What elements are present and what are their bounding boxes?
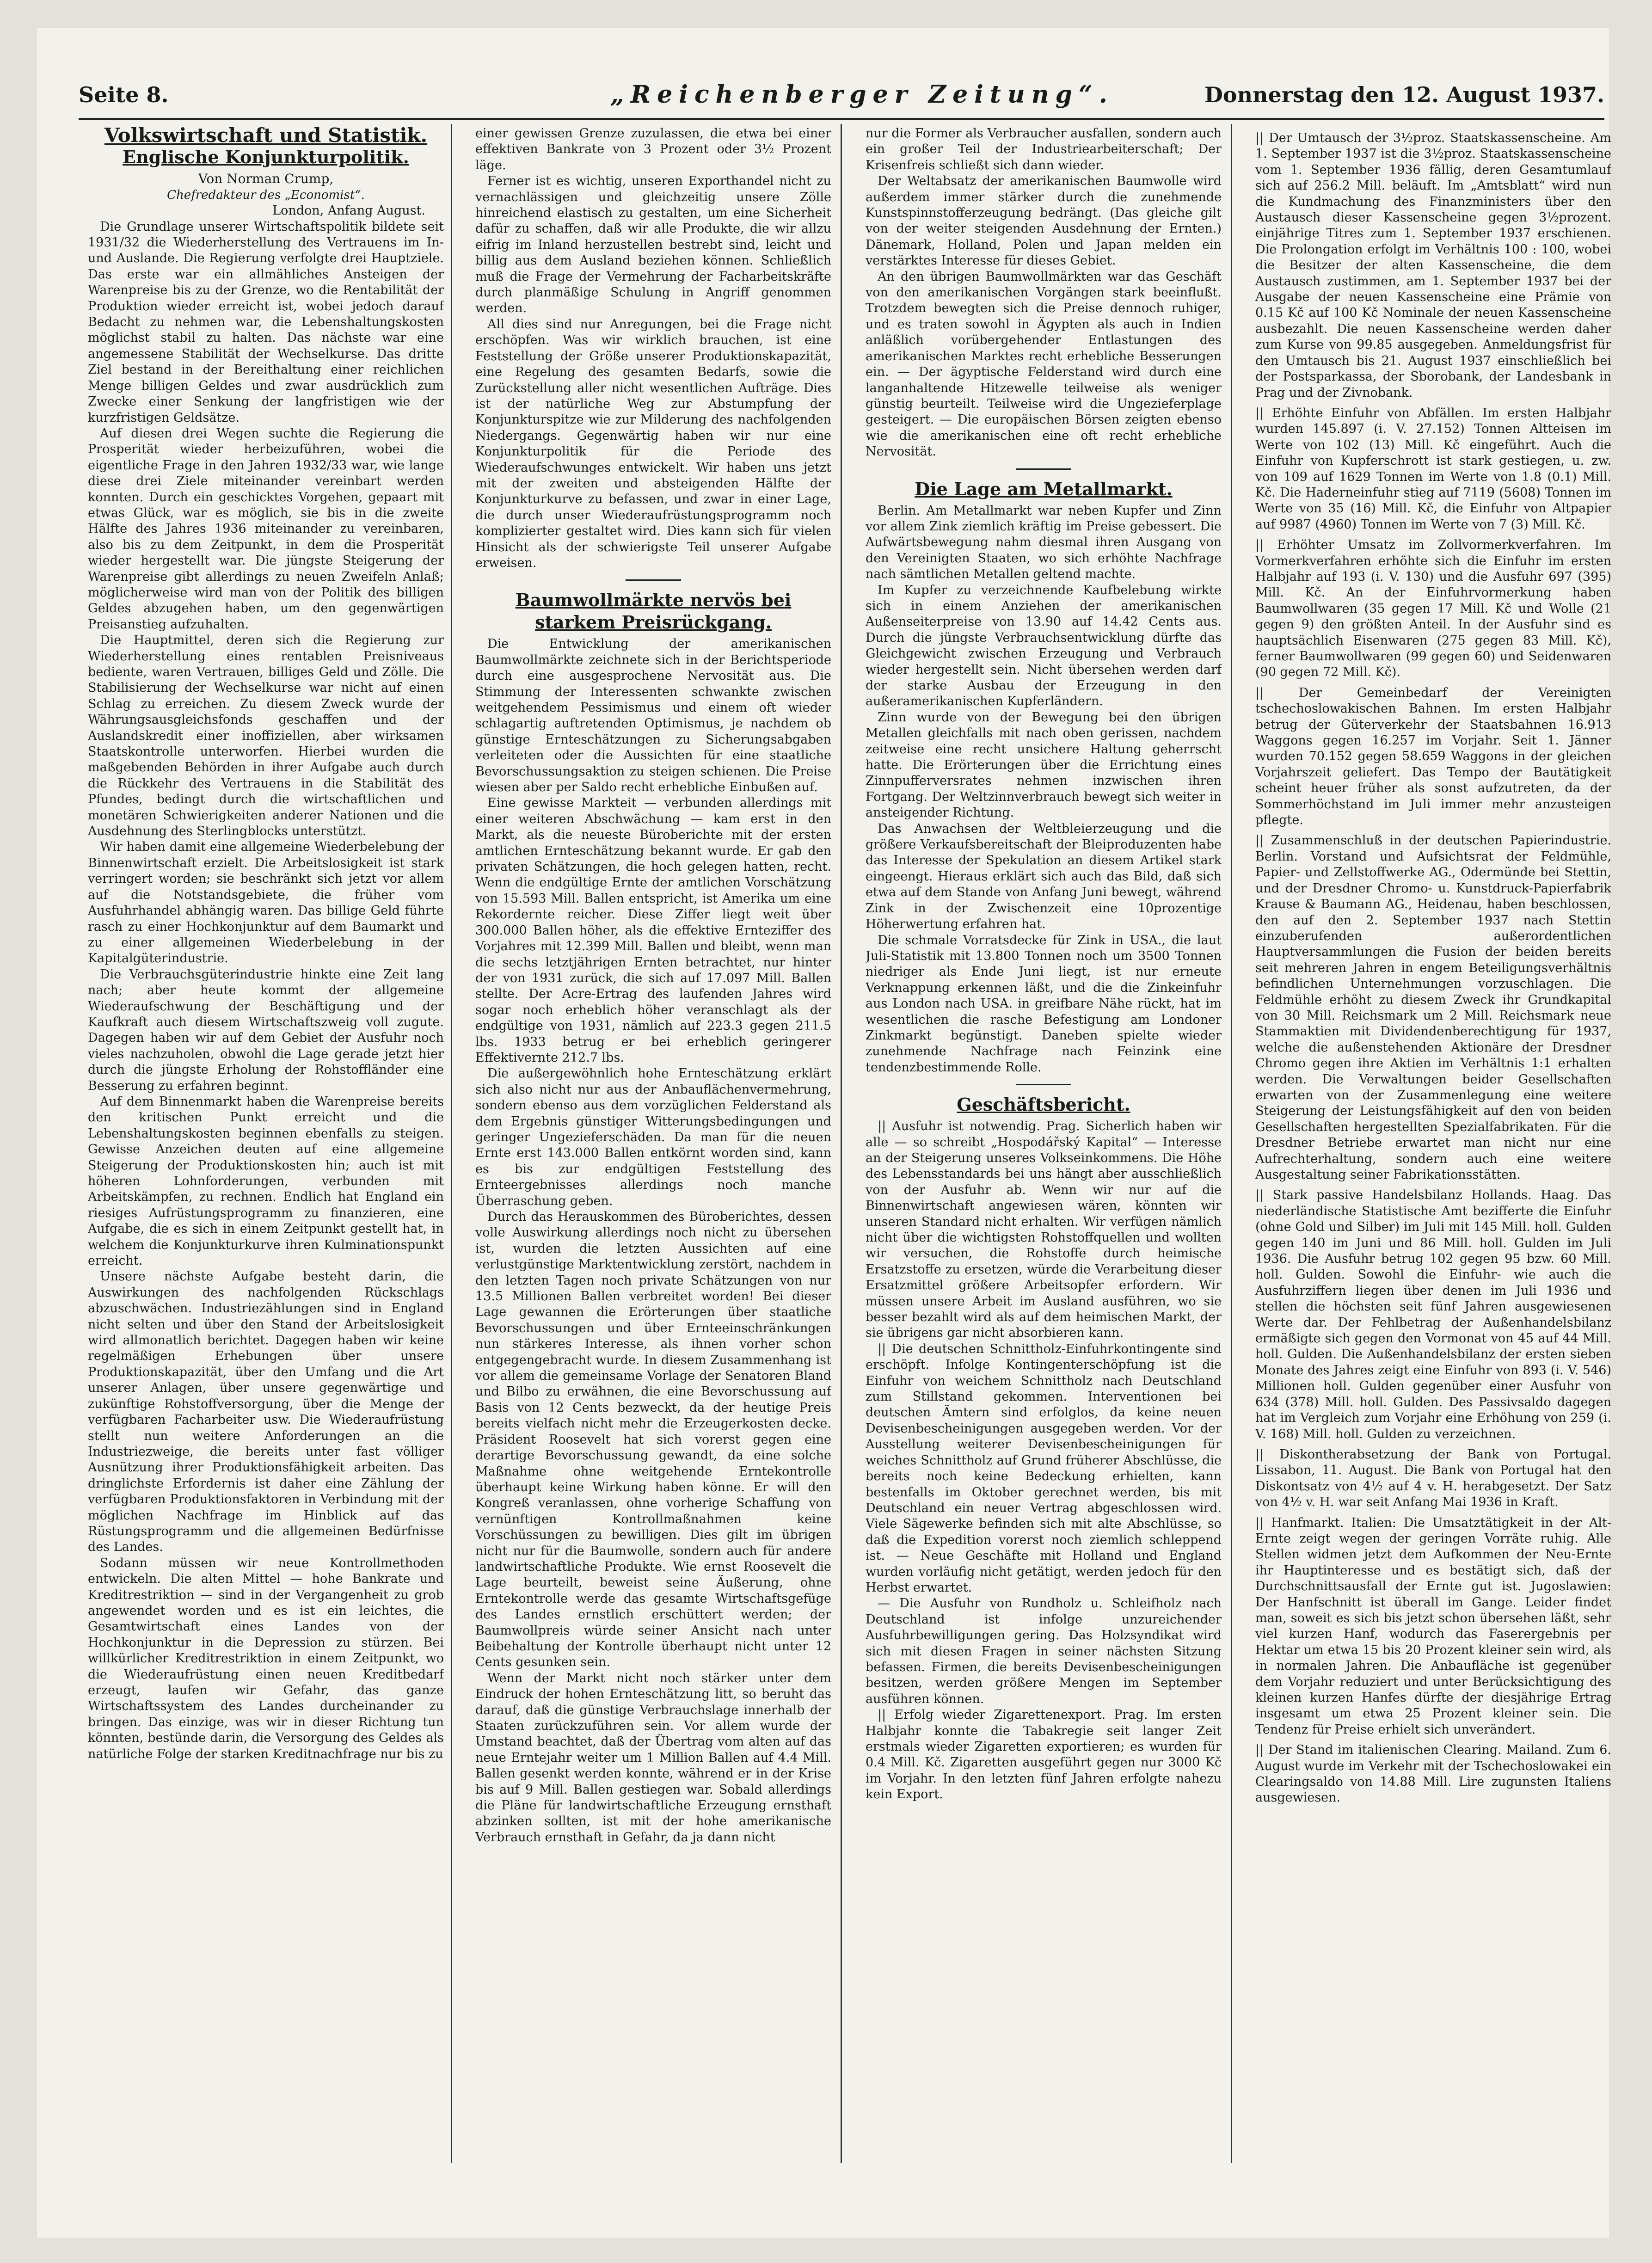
dateline: London, Anfang August.	[272, 203, 425, 218]
column-divider	[841, 124, 842, 2163]
paragraph: Auf dem Binnenmarkt haben die Warenpreise bereits den kritischen Punkt erreicht und die Lebenshaltungskosten beginnen ebenfalls zu steigen. Gewisse Anzeichen deuten auf eine allgemeine Steigerung der Produktionskosten hin; auch ist mit höheren Lohnforderungen, verbunden mit Arbeitskämpfen, zu rechnen. Endlich hat England ein riesiges Aufrüstungsprogramm zu finanzieren, eine Aufgabe, die es sich in einem Zeitpunkt gestellt hat, in welchem die Konjunkturkurve ihren Kulminationspunkt erreicht.	[88, 1094, 444, 1268]
paragraph: Unsere nächste Aufgabe besteht darin, die Auswirkungen des nachfolgenden Rückschlags abzuschwächen. Industriezählungen sind in England nicht selten und über den Stand der Arbeitslosigkeit wird allmonatlich berichtet. Dagegen haben wir keine regelmäßigen Erhebungen über unsere Produktionskapazität, über den Umfang und die Art unserer Anlagen, über unsere gegenwärtige und zukünftige Rohstoffversorgung, über die Menge der verfügbaren Facharbeiter usw. Die Wiederaufrüstung stellt nun weitere Anforderungen an die Industriezweige, die bereits unter fast völliger Ausnützung ihrer Produktionsfähigkeit arbeiten. Das dringlichste Erfordernis ist daher eine Zählung der verfügbaren Produktionsfaktoren in Verbindung mit der möglichen Nachfrage im Hinblick auf das Rüstungsprogramm und die allgemeinen Bedürfnisse des Landes.	[88, 1269, 444, 1555]
newspaper-name: „Reichenberger Zeitung“.	[610, 80, 1114, 109]
article-title: Die Lage am Metallmarkt.	[915, 478, 1173, 499]
paragraph: nur die Former als Verbraucher ausfallen, sondern auch ein großer Teil der Industriearbeiterschaft; Der Krisenfreis schließt sich dann wieder.	[866, 126, 1222, 172]
business-notice: || Zusammenschluß in der deutschen Papierindustrie. Berlin. Vorstand und Aufsichtsrat der Feldmühle, Papier- und Zellstoffwerke AG., Odermünde bei Stettin, und der Dresdner Chromo- u. Kunstdruck-Papierfabrik Krause & Baumann AG., Heidenau, haben beschlossen, den auf den 2. September 1937 nach Stettin einzuberufenden außerordentlichen Hauptversammlungen die Fusion der beiden bereits seit mehreren Jahren in engem Beteiligungsverhältnis befindlichen Unternehmungen vorzuschlagen. Die Feldmühle erhöht zu diesem Zweck ihr Grundkapital von 30 Mill. Reichsmark um 2 Mill. Reichsmark neue Stammaktien mit Dividendenberechtigung für 1937, welche die außenstehenden Aktionäre der Dresdner Chromo gegen ihre Aktien im Verhältnis 1:1 erhalten werden. Die Verwaltungen beider Gesellschaften erwarten von der Zusammenlegung eine weitere Steigerung der Leistungsfähigkeit auf den von beiden Gesellschaften hergestellten Spezialfabrikaten. Für die Dresdner Betriebe erwartet man nicht nur eine Aufrechterhaltung, sondern auch eine weitere Ausgestaltung seiner Fabrikationsstätten.	[1255, 833, 1611, 1182]
header-rule	[79, 118, 1604, 120]
issue-date: Donnerstag den 12. August 1937.	[1204, 82, 1604, 107]
paragraph: Auf diesen drei Wegen suchte die Regierung die Prosperität wieder herbeizuführen, wobei die eigentliche Frage in den Jahren 1932/33 war, wie lange diese drei Ziele miteinander vereinbart werden konnten. Durch ein geschicktes Vorgehen, gepaart mit etwas Glück, war es möglich, sie bis in die zweite Hälfte des Jahres 1936 miteinander zu vereinbaren, also bis zu dem Zeitpunkt, in dem die Prosperität wieder hergestellt war. Die jüngste Steigerung der Warenpreise gibt allerdings zu neuen Zweifeln Anlaß; möglicherweise wird man von der Politik des billigen Geldes abzugehen haben, um den gegenwärtigen Preisanstieg aufzuhalten.	[88, 426, 444, 632]
paragraph: Die Grundlage unserer Wirtschaftspolitik bildete seit 1931/32 die Wiederherstellung des Vertrauens im In- und Auslande. Die Regierung verfolgte drei Hauptziele. Das erste war ein allmähliches Ansteigen der Warenpreise bis zu der Grenze, wo die Rentabilität der Produktion wieder erreicht ist, wobei jedoch darauf Bedacht zu nehmen war, die Lebenshaltungskosten möglichst stabil zu halten. Das nächste war eine angemessene Stabilität der Wechselkurse. Das dritte Ziel bestand in der Bereithaltung einer reichlichen Menge billigen Geldes und zwar ausdrücklich zum Zwecke einer Senkung der langfristigen wie der kurzfristigen Geldsätze.	[88, 219, 444, 425]
article-title: Englische Konjunkturpolitik.	[123, 147, 409, 168]
paragraph: Durch das Herauskommen des Büroberichtes, dessen volle Auswirkung allerdings noch nicht zu übersehen ist, wurden die letzten Aussichten auf eine verlustgünstige Marktentwicklung zerstört, nachdem in den letzten Tagen noch private Schätzungen von nur 13.5 Millionen Ballen verbreitet worden! Bei dieser Lage gewannen die Erörterungen über staatliche Bevorschussungen und über Ernteeinschränkungen nun stärkeres Interesse, als ihnen vorher schon entgegengebracht wurde. In diesem Zusammenhang ist vor allem die gemeinsame Vorlage der Senatoren Bland und Bilbo zu erwähnen, die eine Bevorschussung auf Basis von 12 Cents bezweckt, da der heutige Preis bereits vielfach nicht mehr die Erzeugerkosten decke. Präsident Roosevelt hat sich vorerst gegen eine derartige Bevorschussung gewandt, da eine solche Maßnahme ohne weitgehende Erntekontrolle überhaupt keine Wirkung haben könne. Er will den Kongreß veranlassen, ohne vorherige Schaffung von vernünftigen Kontrollmaßnahmen keine Vorschüssungen zu bewilligen. Dies gilt im übrigen nicht nur für die Baumwolle, sondern auch für andere landwirtschaftliche Produkte. Wie ernst Roosevelt die Lage beurteilt, beweist seine Äußerung, ohne Erntekontrolle werde das gesamte Wirtschaftsgefüge des Landes ernstlich erschüttert werden; der Baumwollpreis würde seiner Ansicht nach unter Beibehaltung der Kontrolle überhaupt nicht unter 12 Cents gesunken sein.	[475, 1210, 831, 1670]
paragraph: Die Verbrauchsgüterindustrie hinkte eine Zeit lang nach; aber heute kommt der allgemeine Wiederaufschwung der Beschäftigung und der Kaufkraft auch diesem Wirtschaftszweig voll zugute. Dagegen haben wir auf dem Gebiet der Ausfuhr noch vieles nachzuholen, obwohl die Lage gerade jetzt hier durch die jüngste Erholung der Rohstoffländer eine Besserung zu erfahren beginnt.	[88, 967, 444, 1093]
paragraph: Das Anwachsen der Weltbleierzeugung und die größere Verkaufsbereitschaft der Bleiproduzenten habe das Interesse der Spekulation an diesem Artikel stark eingeengt. Hieraus erklärt sich auch das Bild, daß sich etwa auf dem Stande von Anfang Juni bewegt, während Zink in der Zwischenzeit eine 10prozentige Höherwertung erfahren hat.	[866, 821, 1222, 932]
paragraph: Berlin. Am Metallmarkt war neben Kupfer und Zinn vor allem Zink ziemlich kräftig im Preise gebessert. Die Aufwärtsbewegung nahm diesmal ihren Ausgang von den Vereinigten Staaten, wo sich erhöhte Nachfrage nach sämtlichen Metallen geltend machte.	[866, 503, 1222, 582]
paragraph: Die Hauptmittel, deren sich die Regierung zur Wiederherstellung eines rentablen Preisniveaus bediente, waren Vertrauen, billiges Geld und Zölle. Die Stabilisierung der Wechselkurse war nicht auf einen Schlag zu erreichen. Zu diesem Zweck wurde der Währungsausgleichsfonds geschaffen und der Auslandskredit einer inoffiziellen, aber wirksamen Staatskontrolle unterworfen. Hierbei wurden die maßgebenden Behörden in ihrer Aufgabe auch durch die Rückkehr des Vertrauens in die Stabilität des Pfundes, bedingt durch die wirtschaftlichen und monetären Schwierigkeiten anderer Nationen und die Ausdehnung des Sterlingblocks unterstützt.	[88, 633, 444, 839]
business-notice: || Erhöhter Umsatz im Zollvormerkverfahren. Im Vormerkverfahren erhöhte sich die Einfuhr im ersten Halbjahr auf 193 (i. V. 130) und die Ausfuhr 697 (395) Mill. Kč. An der Einfuhrvormerkung haben Baumwollwaren (35 gegen 17 Mill. Kč und Wolle (21 gegen 9) den größten Anteil. In der Ausfuhr sind es hauptsächlich Eisenwaren (275 gegen 83 Mill. Kč), ferner Baumwollwaren (99 gegen 60) und Seidenwaren (90 gegen 72 Mill. Kč).	[1255, 538, 1611, 680]
page-number: Seite 8.	[79, 82, 169, 107]
paragraph: einer gewissen Grenze zuzulassen, die etwa bei einer effektiven Bankrate von 3 Prozent oder 3½ Prozent läge.	[475, 126, 831, 172]
column-3	[866, 126, 1222, 2160]
running-head	[79, 78, 1604, 119]
column-divider	[451, 124, 452, 2163]
column-2	[475, 126, 831, 2160]
paragraph: Die außergewöhnlich hohe Ernteschätzung erklärt sich also nicht nur aus der Anbauflächenvermehrung, sondern ebenso aus dem vorzüglichen Felderstand als dem Ergebnis günstiger Witterungsbedingungen und geringer Ungezieferschäden. Da man für die neuen Ernte erst 143.000 Ballen entkörnt worden sind, kann es bis zur endgültigen Feststellung des Ernteergebnisses allerdings noch manche Überraschung geben.	[475, 1066, 831, 1208]
article-title: Baumwollmärkte nervös bei starkem Preisrückgang.	[515, 590, 792, 633]
paragraph: Zinn wurde von der Bewegung bei den übrigen Metallen gleichfalls mit nach oben gerissen, nachdem zeitweise eine recht unsichere Haltung geherrscht hatte. Die Erörterungen über die Errichtung eines Zinnpufferversrates nehmen inzwischen ihren Fortgang. Der Weltzinnverbrauch bewegt sich weiter in ansteigender Richtung.	[866, 710, 1222, 820]
paragraph: || Ausfuhr ist notwendig. Prag. Sicherlich haben wir alle — so schreibt „Hospodářský Kapital“ — Interesse an der Steigerung unseres Volkseinkommens. Die Höhe des Lebensstandards bei uns hängt aber ausschließlich von der Ausfuhr ab. Wenn wir nur auf die Binnenwirtschaft angewiesen wären, könnten wir unseren Standard nicht erhalten. Wir verfügen nämlich nicht über die wichtigsten Rohstoffquellen und wollten wir versuchen, die Rohstoffe durch heimische Ersatzstoffe zu ersetzen, würde die Verarbeitung dieser Ersatzmittel größere Arbeitsopfer erfordern. Wir müssen unsere Arbeit im Ausland ausführen, wo sie besser bezahlt wird als auf dem heimischen Markt, der sie übrigens gar nicht absorbieren kann.	[866, 1119, 1222, 1341]
business-notice: || Der Stand im italienischen Clearing. Mailand. Zum 6. August wurde im Verkehr mit der Tschechoslowakei ein Clearingsaldo von 14.88 Mill. Lire zugunsten Italiens ausgewiesen.	[1255, 1743, 1611, 1805]
paragraph: Sodann müssen wir neue Kontrollmethoden entwickeln. Die alten Mittel — hohe Bankrate und Kreditrestriktion — sind in der Vergangenheit zu grob angewendet worden und es ist ein leichtes, die Gesamtwirtschaft eines Landes von der Hochkonjunktur in die Depression zu stürzen. Bei willkürlicher Kreditrestriktion in einem Zeitpunkt, wo die Wiederaufrüstung einen neuen Kreditbedarf erzeugt, laufen wir Gefahr, das ganze Wirtschaftssystem des Landes durcheinander zu bringen. Das einzige, was wir in dieser Richtung tun könnten, bestünde darin, die Versorgung des Geldes als natürliche Folge der starken Kreditnachfrage nur bis zu	[88, 1556, 444, 1761]
article-separator	[1016, 1084, 1071, 1085]
column-4	[1255, 126, 1611, 2160]
byline: Von Norman Crump,	[198, 171, 334, 187]
paragraph: — Die Ausfuhr von Rundholz u. Schleifholz nach Deutschland ist infolge unzureichender Ausfuhrbewilligungen gering. Das Holzsyndikat wird sich mit diesen Fragen in seiner nächsten Sitzung befassen. Firmen, die bereits Devisenbescheinigungen besitzen, werden größere Mengen im September ausführen können.	[866, 1596, 1222, 1706]
paragraph: All dies sind nur Anregungen, bei die Frage nicht erschöpfen. Was wir wirklich brauchen, ist eine Feststellung der Größe unserer Produktionskapazität, eine Regelung des gesamten Bedarfs, sowie die Zurückstellung aller nicht wesentlichen Aufträge. Dies ist der natürliche Weg zur Abstumpfung der Konjunkturspitze wie zur Milderung des nachfolgenden Niedergangs. Gegenwärtig haben wir nur eine Konjunkturpolitik für die Periode des Wiederaufschwunges entwickelt. Wir haben uns jetzt mit der zweiten und absteigenden Hälfte der Konjunkturkurve zu befassen, und zwar in einer Lage, die durch unser Wiederaufrüstungsprogramm noch komplizierter gestaltet wird. Dies kann sich für vielen Hinsicht als der schwierigste Teil unserer Aufgabe erweisen.	[475, 317, 831, 570]
column-1	[88, 126, 444, 2160]
business-notice: || Erhöhte Einfuhr von Abfällen. Im ersten Halbjahr wurden 145.897 (i. V. 27.152) Tonnen Altteisen im Werte von 102 (13) Mill. Kč eingeführt. Auch die Einfuhr von Kupferschrott ist stark gestiegen, u. zw. von 109 auf 1629 Tonnen im Werte von 1.8 (0.1) Mill. Kč. Die Haderneinfuhr stieg auf 7119 (5608) Tonnen im Werte von 35 (16) Mill. Kč, die Einfuhr von Altpapier auf 9987 (4960) Tonnen im Werte von 7 (3) Mill. Kč.	[1255, 406, 1611, 532]
paragraph: Wenn der Markt nicht noch stärker unter dem Eindruck der hohen Ernteschätzung litt, so beruht das darauf, daß die günstige Verbrauchslage innerhalb der Staaten zurückzuführen sein. Vor allem wurde der Umstand beachtet, daß der Übertrag vom alten auf das neue Erntejahr weiter um 1 Million Ballen auf 4.4 Mill. Ballen gesenkt werden konnte, während er in der Krise bis auf 9 Mill. Ballen gestiegen war. Sobald allerdings die Pläne für landwirtschaftliche Erzeugung ernsthaft abzinken sollten, ist mit der hohe amerikanische Verbrauch ernsthaft in Gefahr, da ja dann nicht	[475, 1671, 831, 1845]
report-title: Geschäftsbericht.	[957, 1094, 1130, 1115]
paragraph: Eine gewisse Markteit — verbunden allerdings mit einer weiteren Abschwächung — kam erst in den Markt, als die neueste Büroberichte mit der ersten amtlichen Ernteschätzung bekannt wurde. Er gab den privaten Schätzungen, die hoch gelegen hatten, recht. Wenn die endgültige Ernte der amtlichen Vorschätzung von 15.593 Mill. Ballen entspricht, ist Amerika um eine Rekordernte reicher. Diese Ziffer liegt weit über 300.000 Ballen höher, als die effektive Ernteziffer des Vorjahres mit 12.399 Mill. Ballen und bleibt, wenn man die sechs letztjährigen Ernten betrachtet, nur hinter der von 1931 zurück, die sich auf 17.097 Mill. Ballen stellte. Der Acre-Ertrag des laufenden Jahres wird sogar noch erheblich höher veranschlagt als der endgültige von 1931, nämlich auf 223.3 gegen 211.5 lbs. 1933 betrug er bei erheblich geringerer Effektivernte 212.7 lbs.	[475, 796, 831, 1065]
paragraph: Im Kupfer zu verzeichnende Kaufbelebung wirkte sich in einem Anziehen der amerikanischen Außenseiterpreise von 13.90 auf 14.42 Cents aus. Durch die jüngste Verbrauchsentwicklung dürfte das Gleichgewicht zwischen Erzeugung und Verbrauch wieder hergestellt sein. Nicht übersehen werden darf der starke Ausbau der Erzeugung in den außeramerikanischen Kupferländern.	[866, 583, 1222, 709]
business-notice: || Der Gemeinbedarf der Vereinigten tschechoslowakischen Bahnen. Im ersten Halbjahr betrug der Güterverkehr der Staatsbahnen 16.913 Waggons gegen 16.257 im Vorjahr. Seit 1. Jänner wurden 70.152 gegen 58.659 Waggons in der gleichen Vorjahrszeit geliefert. Das Tempo der Bautätigkeit scheint heuer früher als sonst aufzutreten, da der Sommerhöchstand im Juli immer mehr anzusteigen pflegte.	[1255, 685, 1611, 828]
business-notice: || Hanfmarkt. Italien: Die Umsatztätigkeit in der Alt-Ernte zeigt wegen der geringen Vorräte ruhig. Alle Stellen widmen jetzt dem Aufkommen der Neu-Ernte ihr Hauptinteresse und es bestätigt sich, daß der Durchschnittsausfall der Ernte gut ist. Jugoslawien: Der Hanfschnitt ist überall im Gange. Leider findet man, soweit es sich bis jetzt schon übersehen läßt, sehr viel kurzen Hanf, wodurch das Faserergebnis per Hektar um etwa 15 bis 20 Prozent kleiner sein wird, als in normalen Jahren. Die Anbaufläche ist gegenüber dem Vorjahr reduziert und unter Berücksichtigung des kleinen kurzen Hanfes dürfte der diesjährige Ertrag insgesamt um etwa 25 Prozent kleiner sein. Die Tendenz für Preise erhielt sich unverändert.	[1255, 1515, 1611, 1737]
paragraph: Der Weltabsatz der amerikanischen Baumwolle wird außerdem immer stärker durch die zunehmende Kunstspinnstofferzeugung bedrängt. (Das gleiche gilt von der weiter steigenden Ausdehnung der Ernten.) Dänemark, Holland, Polen und Japan melden ein verstärktes Interesse für dieses Gebiet.	[866, 174, 1222, 268]
business-notice: || Der Umtausch der 3½proz. Staatskassenscheine. Am 1. September 1937 ist die 3½proz. Staatskassenscheine vom 1. September 1936 fällig, deren Gesamtumlauf sich auf 256.2 Mill. beläuft. Im „Amtsblatt“ wird nun die Kundmachung des Finanzministers über den Austausch dieser Kassenscheine gegen 3½prozent. einjährige Titres zum 1. September 1937 erschienen. Die Prolongation erfolgt im Verhältnis 100 : 100, wobei die Besitzer der alten Kassenscheine, die dem Austausch zustimmen, am 1. September 1937 bei der Ausgabe der neuen Kassenscheine eine Prämie von 0.15 Kč auf 100 Kč Nominale der neuen Kassenscheine ausbezahlt. Die neuen Kassenscheine werden daher zum Kurse von 99.85 ausgegeben. Anmeldungsfrist für den Umtausch bis 21. August 1937 einschließlich bei der Postsparkassa, der Sborobank, der Landesbank in Prag und der Zivnobank.	[1255, 131, 1611, 400]
business-notice: || Stark passive Handelsbilanz Hollands. Haag. Das niederländische Statistische Amt bezifferte die Einfuhr (ohne Gold und Silber) im Juli mit 145 Mill. holl. Gulden gegen 140 im Juni und 86 Mill. holl. Gulden im Juli 1936. Die Ausfuhr betrug 102 gegen 95 bzw. 60 Mill. holl. Gulden. Sowohl die Einfuhr- wie auch die Ausfuhrziffern liegen über denen im Juli 1936 und stellen die höchsten seit fünf Jahren ausgewiesenen Werte dar. Der Fehlbetrag der Außenhandelsbilanz ermäßigte sich gegen den Vormonat von 45 auf 44 Mill. holl. Gulden. Die Außenhandelsbilanz der ersten sieben Monate des Jahres zeigt eine Einfuhr von 893 (i. V. 546) Millionen holl. Gulden gegenüber einer Ausfuhr von 634 (378) Mill. holl. Gulden. Des Passivsaldo dagegen hat im Vergleich zum Vorjahr eine Erhöhung von 259 (i. V. 168) Mill. holl. Gulden zu verzeichnen.	[1255, 1188, 1611, 1441]
paragraph: || Die deutschen Schnittholz-Einfuhrkontingente sind erschöpft. Infolge Kontingenterschöpfung ist die Einfuhr von weichem Schnittholz nach Deutschland zum Stillstand gekommen. Interventionen bei deutschen Ämtern sind erfolglos, da keine neuen Devisenbescheinigungen ausgegeben werden. Vor der Ausstellung weiterer Devisenbescheinigungen für weiches Schnittholz auf Grund früherer Abschlüsse, die bereits noch keine Bedeckung erhielten, kann bestenfalls im Oktober gerechnet werden, bis mit Deutschland ein neuer Vertrag abgeschlossen wird. Viele Sägewerke befinden sich mit alte Abschlüsse, so daß die Expedition vorerst noch ziemlich schleppend ist. — Neue Geschäfte mit Holland und England wurden vorläufig nicht getätigt, werden jedoch für den Herbst erwartet.	[866, 1341, 1222, 1595]
section-title: Volkswirtschaft und Statistik.	[104, 126, 428, 147]
paragraph: An den übrigen Baumwollmärkten war das Geschäft von den amerikanischen Vorgängen stark beeinflußt. Trotzdem bewegten sich die Preise dennoch ruhiger, und es traten sowohl in Ägypten als auch in Indien anläßlich vorübergehender Entlastungen des amerikanischen Marktes recht erhebliche Besserungen ein. — Der ägyptische Felderstand wird durch eine langanhaltende Hitzewelle teilweise als weniger günstig beurteilt. Teilweise wird die Ungezieferplage gesteigert. — Die europäischen Börsen zeigten ebenso wie die amerikanischen eine oft recht erhebliche Nervosität.	[866, 269, 1222, 459]
paragraph: Die schmale Vorratsdecke für Zink in USA., die laut Juli-Statistik mit 13.800 Tonnen noch um 3500 Tonnen niedriger als Ende Juni liegt, ist nur erneute Verknappung erkennen läßt, und die die Zinkeinfuhr aus London nach USA. in greifbare Nähe rückt, hat im wesentlichen die rasche Befestigung am Londoner Zinkmarkt begünstigt. Daneben spielte wieder zunehmende Nachfrage nach Feinzink eine tendenzbestimmende Rolle.	[866, 933, 1222, 1075]
column-divider	[1231, 124, 1232, 2163]
paragraph: Ferner ist es wichtig, unseren Exporthandel nicht zu vernachlässigen und gleichzeitig unsere Zölle hinreichend elastisch zu gestalten, um eine Sicherheit dafür zu schaffen, daß wir alle Produkte, die wir allzu eifrig im Inland herzustellen bestrebt sind, leicht und billig aus dem Ausland beziehen können. Schließlich muß die Frage der Vermehrung der Facharbeitskräfte durch planmäßige Schulung in Angriff genommen werden.	[475, 174, 831, 316]
article-separator	[626, 579, 681, 581]
business-notice: || Diskontherabsetzung der Bank von Portugal. Lissabon, 11. August. Die Bank von Portugal hat den Diskontsatz von 4½ auf 4 v. H. herabgesetzt. Der Satz von 4½ v. H. war seit Anfang Mai 1936 in Kraft.	[1255, 1447, 1611, 1510]
paragraph: || Erfolg wieder Zigarettenexport. Prag. Im ersten Halbjahr konnte die Tabakregie seit langer Zeit erstmals wieder Zigaretten exportieren; es wurden für 0.4 Mill. Kč. Zigaretten ausgeführt gegen nur 3000 Kč im Vorjahr. In den letzten fünf Jahren erfolgte nahezu kein Export.	[866, 1708, 1222, 1802]
paragraph: Wir haben damit eine allgemeine Wiederbelebung der Binnenwirtschaft erzielt. Die Arbeitslosigkeit ist stark verringert worden; sie beschränkt sich jetzt vor allem auf die Notstandsgebiete, die früher vom Ausfuhrhandel abhängig waren. Das billige Geld führte rasch zu einer Hochkonjunktur auf dem Baumarkt und zu einer allgemeinen Wiederbelebung in der Kapitalgüterindustrie.	[88, 840, 444, 966]
article-separator	[1016, 468, 1071, 470]
paragraph: Die Entwicklung der amerikanischen Baumwollmärkte zeichnete sich in der Berichtsperiode durch eine ausgesprochene Nervosität aus. Die Stimmung der Interessenten schwankte zwischen weitgehendem Pessimismus und einem oft wieder schlagartig auftretenden Optimismus, je nachdem ob günstige Ernteschätzungen zu Sicherungsabgaben verleiteten oder die Aussichten für eine staatliche Bevorschussungsaktion zu steigen schienen. Die Preise wiesen aber per Saldo recht erhebliche Einbußen auf.	[475, 637, 831, 795]
byline-role: Chefredakteur des „Economist“.	[167, 188, 365, 202]
